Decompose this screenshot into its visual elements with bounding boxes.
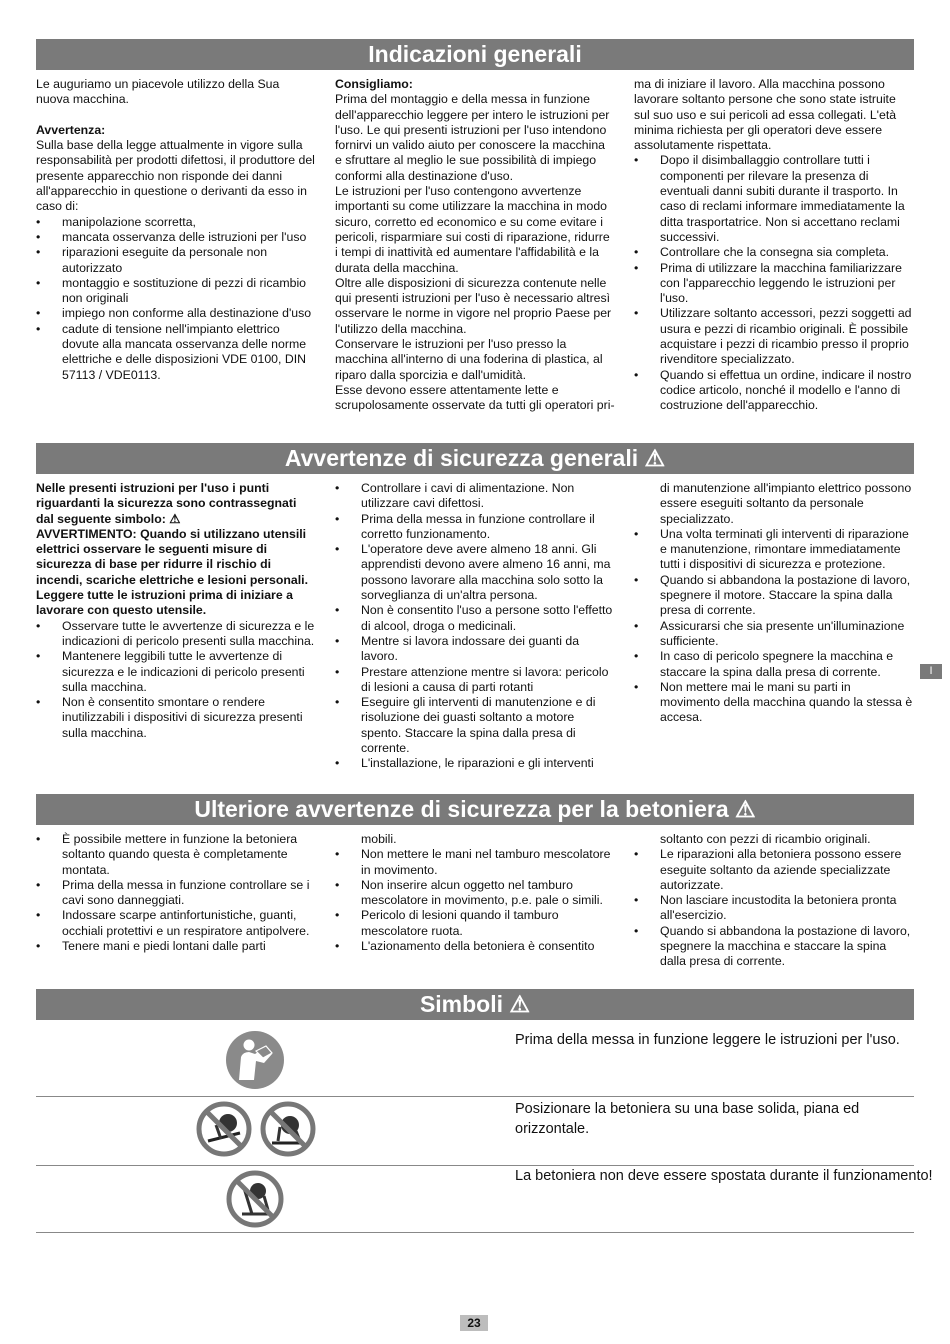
list-item: • Controllare che la consegna sia completa. [634,245,889,260]
list-item: • Non inserire alcun oggetto nel tamburo mescolatore in movimento, p.e. pale o simili. [335,877,603,908]
advice-text-1: Prima del montaggio e della messa in funzione dell'apparecchio leggere per intero le istruzioni per l'uso. Le qui presenti istruzioni per l'uso intendono fornirvi un valido aiuto per conoscere la macchina e sfruttare al meglio le sue possibilità di impiego conformi alla destinazione d'uso. [335,92,610,183]
list-item: • Prima della messa in funzione controllare il corretto funzionamento. [335,511,595,541]
list-item: • Prestare attenzione mentre si lavora: pericolo di lesioni a causa di parti rotanti [335,664,609,694]
general-col-3 [634,77,914,414]
advice-text-3: Oltre alle disposizioni di sicurezza contenute nelle qui presenti istruzioni per l'uso è necessario altresì osservare le norme in vigore nel proprio Paese per l'utilizzo della macchina. [335,275,612,336]
no-uneven-ground-icon [196,1101,252,1157]
list-item: • Prima di utilizzare la macchina familiarizzare con l'apparecchio leggendo le istruzioni per l'uso. [634,260,902,306]
list-item: • cadute di tensione nell'impianto elettrico dovute alla mancata osservanza delle norme elettriche e delle disposizioni VDE 0100, DIN 57113 / VDE0113. [36,321,307,382]
list-item: • Prima della messa in funzione controllare se i cavi sono danneggiati. [36,877,310,908]
mixer-col-2 [335,832,615,954]
section-title-general: Indicazioni generali [36,39,914,70]
list-item: • L'operatore deve avere almeno 18 anni. Gli apprendisti devono avere almeno 16 anni, ma possono lavorare alla macchina solo sotto la sorveglianza di un'altra persona. [335,542,611,603]
symbol-row [36,1020,914,1097]
safety-read: Leggere tutte le istruzioni prima di iniziare a lavorare con questo utensile. [36,588,293,618]
list-item: • Le riparazioni alla betoniera possono essere eseguite soltanto da aziende specializzate autorizzate. [634,847,902,892]
list-item: • Quando si abbandona la postazione di lavoro, spegnere il motore. Staccare la spina dalla presa di corrente. [634,572,911,618]
list-item: • Non lasciare incustodita la betoniera pronta all'esercizio. [634,893,897,923]
list-item: • Quando si effettua un ordine, indicare il nostro codice articolo, nonché il modello e l'anno di costruzione dell'apparecchio. [634,367,912,413]
list-item: • In caso di pericolo spegnere la macchina e staccare la spina dalla presa di corrente. [634,649,894,679]
continued-text: di manutenzione all'impianto elettrico possono essere eseguiti soltanto da personale specializzato. [660,481,912,526]
continued-text: soltanto con pezzi di ricambio originali. [660,832,871,846]
page-number: 23 [460,1315,488,1331]
list-item: • È possibile mettere in funzione la betoniera soltanto quando questa è completamente montata. [36,832,298,877]
symbol-text-3: La betoniera non deve essere spostata durante il funzionamento! [515,1168,933,1184]
no-tilted-placement-icon [260,1101,316,1157]
safety-col-1 [36,481,316,741]
list-item: • impiego non conforme alla destinazione d'uso [36,306,312,321]
no-moving-during-operation-icon [226,1170,284,1228]
list-item: • L'installazione, le riparazioni e gli interventi [335,756,594,771]
intro-text: Le auguriamo un piacevole utilizzo della Sua nuova macchina. [36,77,280,107]
safety-col-2 [335,481,615,772]
safety-col-3 [634,481,914,726]
list-item: • Utilizzare soltanto accessori, pezzi soggetti ad usura e pezzi di ricambio originali. È possibile acquistare i pezzi di ricambio presso il proprio rivenditore specializzato. [634,306,912,367]
list-item: • Mantenere leggibili tutte le avvertenze di sicurezza e le indicazioni di pericolo presenti sulla macchina. [36,649,305,694]
list-item: • Una volta terminati gli interventi di riparazione e manutenzione, rimontare immediatamente tutti i dispositivi di sicurezza e protezione. [634,526,909,572]
list-item: • Mentre si lavora indossare dei guanti da lavoro. [335,633,580,664]
list-item: • montaggio e sostituzione di pezzi di ricambio non originali [36,275,307,306]
symbol-text-2: Posizionare la betoniera su una base solida, piana ed orizzontale. [515,1101,860,1137]
read-manual-icon [225,1030,285,1090]
symbol-text-1: Prima della messa in funzione leggere le istruzioni per l'uso. [515,1032,900,1048]
warning-heading: Avvertenza: [36,122,106,137]
mixer-col-1 [36,832,316,954]
list-item: • Osservare tutte le avvertenze di sicurezza e le indicazioni di pericolo presenti sulla macchina. [36,618,315,648]
section-title-safety: Avvertenze di sicurezza generali ⚠ [36,443,914,474]
list-item: • Non mettere mai le mani su parti in movimento della macchina quando la stessa è accesa. [634,679,913,725]
general-col-1 [36,77,316,383]
language-tab: I [920,664,942,679]
list-item: • Non è consentito l'uso a persone sotto l'effetto di alcool, droga o medicinali. [335,603,613,633]
mixer-col-3 [634,832,914,970]
safety-intro: Nelle presenti istruzioni per l'uso i punti riguardanti la sicurezza sono contrassegnati dal seguente simbolo: ⚠ [36,481,297,526]
list-item: • Pericolo di lesioni quando il tamburo mescolatore ruota. [335,908,559,938]
list-item: • Dopo il disimballaggio controllare tutti i componenti per rilevare la presenza di eventuali danni subiti durante il trasporto. In caso di reclami informare immediatamente la ditta trasportatrice. Non si accettano reclami successivi. [634,153,905,244]
list-item: • Non è consentito smontare o rendere inutilizzabili i dispositivi di sicurezza presenti sulla macchina. [36,695,303,740]
advice-text-5: Esse devono essere attentamente lette e scrupolosamente osservate da tutti gli operatori pri- [335,382,615,413]
list-item: • Quando si abbandona la postazione di lavoro, spegnere la macchina e staccare la spina dalla presa di corrente. [634,923,911,969]
list-item: • mancata osservanza delle istruzioni per l'uso [36,229,307,244]
list-item: • manipolazione scorretta, [36,214,196,229]
list-item: • Eseguire gli interventi di manutenzione e di risoluzione dei guasti soltanto a motore spento. Staccare la spina dalla presa di corrente. [335,695,596,756]
liability-text: Sulla base della legge attualmente in vigore sulla responsabilità per prodotti difettosi, il produttore del presente apparecchio non risponde dei danni all'apparecchio in questione o derivanti da esso in caso di: [36,138,315,214]
advice-heading: Consigliamo: [335,77,413,91]
safety-warning: AVVERTIMENTO: Quando si utilizzano utensili elettrici osservare le seguenti misure di sicurezza di base per ridurre il rischio di incendi, scariche elettriche e lesioni personali. [36,526,309,587]
list-item: • Indossare scarpe antinfortunistiche, guanti, occhiali protettivi e un respiratore antipolvere. [36,908,310,938]
section-title-symbols: Simboli ⚠ [36,989,914,1020]
symbol-row [36,1097,914,1166]
advice-text-4: Conservare le istruzioni per l'uso presso la macchina all'interno di una foderina di plastica, al riparo dalla sporcizia e dall'umidità. [335,337,603,382]
general-col-2 [335,77,615,414]
symbol-row [36,1166,933,1233]
continued-text: mobili. [361,832,397,846]
list-item: • riparazioni eseguite da personale non autorizzato [36,245,268,275]
continued-text: ma di iniziare il lavoro. Alla macchina possono lavorare soltanto persone che sono state istruite sul suo uso e sui pericoli ad essa collegati. L'età minima richiesta per gli operatori deve essere assolutamente rispettata. [634,77,897,153]
list-item: • Controllare i cavi di alimentazione. Non utilizzare cavi difettosi. [335,481,575,511]
list-item: • Non mettere le mani nel tamburo mescolatore in movimento. [335,847,611,877]
list-item: • Assicurarsi che sia presente un'illuminazione sufficiente. [634,618,905,648]
list-item: • Tenere mani e piedi lontani dalle parti [36,939,266,954]
advice-text-2: Le istruzioni per l'uso contengono avvertenze importanti su come utilizzare la macchina in modo sicuro, corretto ed economico e su come evitare i pericoli, risparmiare sui costi di riparazione, ridurre i tempi di inattività ed aumentare l'affidabilità e la durata della macchina. [335,184,610,275]
list-item: • L'azionamento della betoniera è consentito [335,939,595,954]
section-title-mixer: Ulteriore avvertenze di sicurezza per la betoniera ⚠ [36,794,914,825]
